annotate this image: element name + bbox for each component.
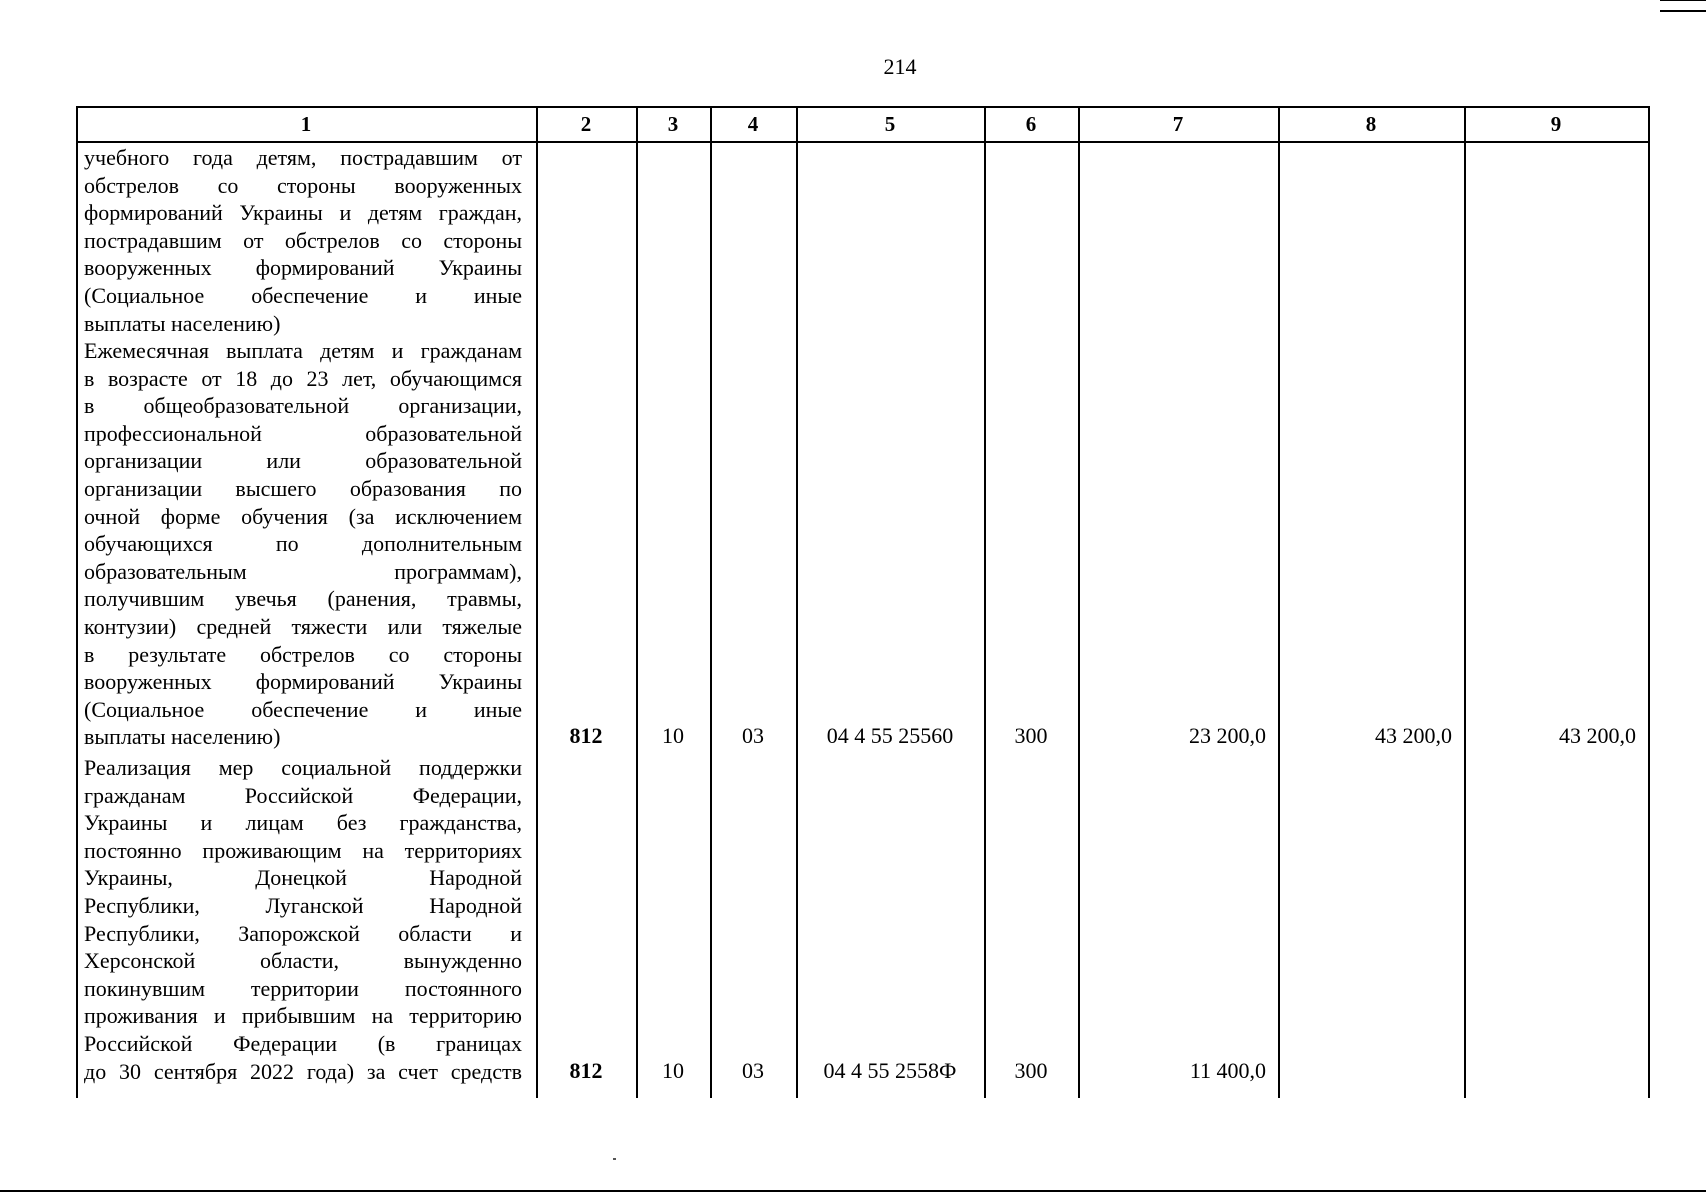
row-text-line: Херсонской области, вынужденно	[84, 948, 522, 974]
column-header-5: 5	[884, 111, 896, 136]
column-header-2: 2	[580, 111, 592, 136]
row-text-line: профессиональной образовательной	[84, 420, 522, 446]
row-text-line: выплаты населению)	[84, 310, 281, 336]
row-text-line: учебного года детям, пострадавшим от	[84, 145, 522, 170]
row-text-line: в результате обстрелов со стороны	[84, 641, 522, 667]
row-text-line: до 30 сентября 2022 года) за счет средств	[84, 1058, 522, 1084]
cell-col8: 43 200,0	[1375, 723, 1452, 748]
row-text-line: контузии) средней тяжести или тяжелые	[84, 613, 522, 639]
cell-col9: 43 200,0	[1559, 723, 1636, 748]
cell-col5: 04 4 55 2558Ф	[823, 1058, 957, 1083]
row-description	[84, 754, 522, 1085]
cell-col4: 03	[742, 723, 764, 748]
row-text-line: Республики, Луганской Народной	[84, 892, 522, 918]
row-text-line: в общеобразовательной организации,	[84, 393, 522, 419]
row-text-line: Украины и лицам без гражданства,	[84, 810, 522, 836]
row-description	[84, 144, 522, 337]
row-text-line: организации или образовательной	[84, 448, 522, 474]
row-text-line: Реализация мер социальной поддержки	[84, 755, 522, 780]
row-description	[84, 337, 522, 751]
scan-edge-line	[1660, 10, 1706, 12]
row-text-line: вооруженных формирований Украины	[84, 669, 522, 695]
row-text-line: в возрасте от 18 до 23 лет, обучающимся	[84, 365, 522, 391]
row-text-line: формирований Украины и детям граждан,	[84, 200, 522, 226]
cell-col3: 10	[662, 723, 684, 748]
row-text-line: Украины, Донецкой Народной	[84, 865, 522, 891]
scan-edge-line	[0, 1190, 1706, 1192]
row-text-line: обучающихся по дополнительным	[84, 531, 522, 557]
cell-col4: 03	[742, 1058, 764, 1083]
row-text-line: организации высшего образования по	[84, 475, 522, 501]
cell-col2: 812	[569, 1058, 603, 1083]
row-text-line: пострадавшим от обстрелов со стороны	[84, 227, 522, 253]
cell-col7: 23 200,0	[1189, 723, 1266, 748]
column-header-1: 1	[300, 111, 312, 136]
cell-col6: 300	[1014, 1058, 1048, 1083]
column-header-6: 6	[1025, 111, 1037, 136]
column-header-9: 9	[1550, 111, 1562, 136]
scan-speck	[613, 1158, 616, 1160]
column-header-3: 3	[667, 111, 679, 136]
row-text-line: Ежемесячная выплата детям и гражданам	[84, 338, 522, 363]
row-text-line: получившим увечья (ранения, травмы,	[84, 586, 522, 612]
row-text-line: вооруженных формирований Украины	[84, 255, 522, 281]
row-text-line: постоянно проживающим на территориях	[84, 837, 522, 863]
cell-col2: 812	[569, 723, 603, 748]
row-text-line: (Социальное обеспечение и иные	[84, 282, 522, 308]
row-text-line: Российской Федерации (в границах	[84, 1030, 522, 1056]
row-text-line: обстрелов со стороны вооруженных	[84, 172, 522, 198]
row-text-line: выплаты населению)	[84, 724, 281, 750]
row-text-line: очной форме обучения (за исключением	[84, 503, 522, 529]
page-number: 214	[883, 54, 917, 79]
budget-table	[76, 106, 1650, 1098]
row-text-line: образовательным программам),	[84, 558, 522, 584]
cell-col7: 11 400,0	[1189, 1058, 1266, 1083]
cell-col6: 300	[1014, 723, 1048, 748]
column-header-8: 8	[1365, 111, 1377, 136]
column-header-4: 4	[747, 111, 759, 136]
row-text-line: проживания и прибывшим на территорию	[84, 1003, 522, 1029]
scan-edge-line	[1660, 0, 1706, 1]
row-text-line: покинувшим территории постоянного	[84, 975, 522, 1001]
cell-col5: 04 4 55 25560	[826, 723, 954, 748]
row-text-line: гражданам Российской Федерации,	[84, 782, 522, 808]
row-text-line: Республики, Запорожской области и	[84, 920, 522, 946]
row-text-line: (Социальное обеспечение и иные	[84, 696, 522, 722]
column-header-7: 7	[1172, 111, 1184, 136]
cell-col3: 10	[662, 1058, 684, 1083]
